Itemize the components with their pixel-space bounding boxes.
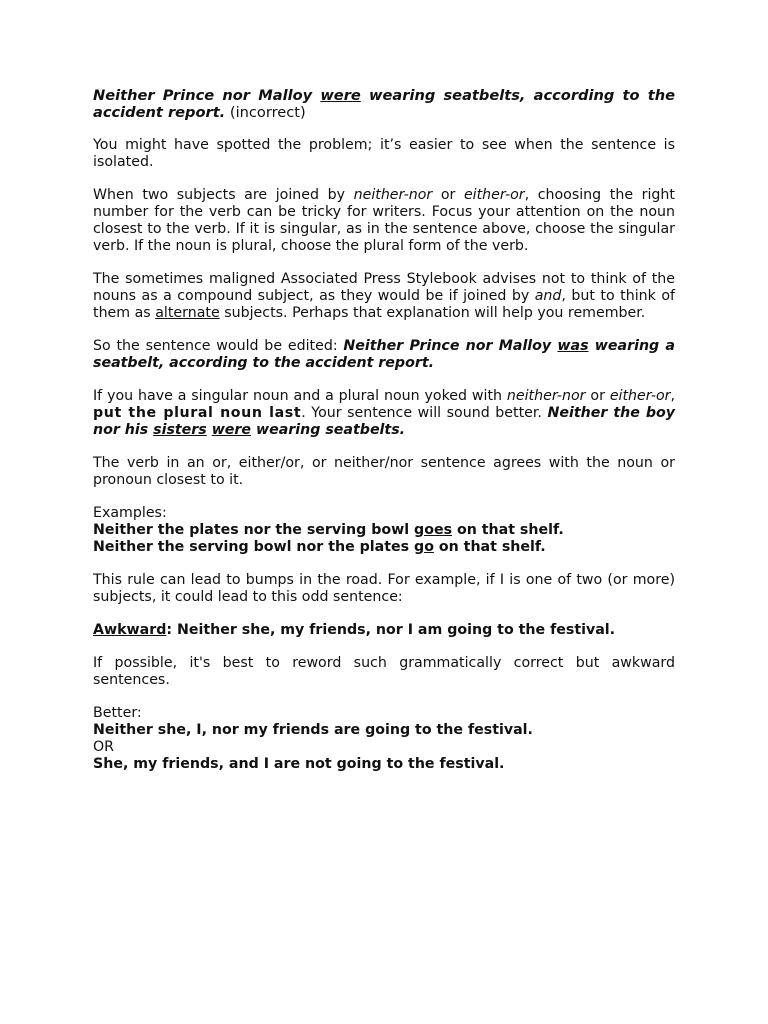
text: , choosing the right number for the verb can be tricky for writers. Focus your attention on the noun closest to the verb. If it is singular, as in the sentence above, choose the singular verb. If the noun is plural, choose the plural form of the verb. <box>93 187 675 254</box>
document-body <box>93 87 675 773</box>
paragraph-incorrect-example <box>93 87 675 121</box>
paragraph-reword: If possible, it's best to reword such grammatically correct but awkward sentences. <box>93 655 675 688</box>
paragraph-two-subjects <box>93 187 675 255</box>
term-neither-nor: neither-nor <box>353 187 433 203</box>
text: If you have a singular noun and a plural noun yoked with <box>93 388 507 404</box>
verb-was: was <box>557 338 589 354</box>
paragraph-bumps: This rule can lead to bumps in the road. For example, if I is one of two (or more) subjects, it could lead to this odd sentence: <box>93 572 675 605</box>
term-neither-nor: neither-nor <box>506 388 586 404</box>
noun-sisters: sisters <box>153 422 207 438</box>
text: Neither the plates nor the serving bowl <box>93 522 415 538</box>
text: , but to think of them as <box>93 288 675 321</box>
text: When two subjects are joined by <box>93 187 354 203</box>
better-sentence-2: She, my friends, and I are not going to the festival. <box>93 756 505 772</box>
rule-plural-last: put the plural noun last <box>93 405 302 421</box>
term-and: and <box>534 288 562 304</box>
example-sentence-start: Neither Prince nor Malloy <box>93 87 321 104</box>
better-label: Better: <box>93 705 142 721</box>
awkward-sentence: : Neither she, my friends, nor I am going to the festival. <box>166 622 616 638</box>
verb-were: were <box>211 422 252 438</box>
text: . Your sentence will sound better. <box>301 405 548 421</box>
text: or <box>432 187 464 203</box>
text: subjects. Perhaps that explanation will help you remember. <box>219 305 646 321</box>
examples-label: Examples: <box>93 505 167 521</box>
verb-goes: goes <box>414 522 453 538</box>
verb-go: go <box>414 539 434 555</box>
edited-sentence-start: Neither Prince nor Malloy <box>343 338 558 354</box>
better-sentence-1: Neither she, I, nor my friends are going to the festival. <box>93 722 533 738</box>
paragraph-plural-last <box>93 388 675 439</box>
incorrect-note: (incorrect) <box>225 104 306 121</box>
text: Neither the serving bowl nor the plates <box>93 539 415 555</box>
text: , <box>670 388 675 404</box>
paragraph-agreement-rule: The verb in an or, either/or, or neither/nor sentence agrees with the noun or pronoun closest to it. <box>93 455 675 488</box>
example-sentence-end: wearing seatbelts, according to the accident report. <box>93 87 675 121</box>
example-line-2 <box>93 539 675 556</box>
awkward-label: Awkward <box>93 622 167 638</box>
term-either-or: either-or <box>463 187 525 203</box>
term-either-or: either-or <box>609 388 671 404</box>
or-label: OR <box>93 739 115 755</box>
boy-sentence-start: Neither the boy nor his <box>93 405 675 438</box>
example-line-1 <box>93 522 675 539</box>
paragraph-edited-sentence <box>93 338 675 372</box>
paragraph-problem: You might have spotted the problem; it’s easier to see when the sentence is isolated. <box>93 137 675 170</box>
text: The sometimes maligned Associated Press Stylebook advises not to think of the nouns as a compound subject, as they would be if joined by <box>93 271 675 304</box>
examples-block <box>93 505 675 556</box>
boy-sentence-end: wearing seatbelts. <box>251 422 406 438</box>
text: So the sentence would be edited: <box>93 338 344 354</box>
text: on that shelf. <box>433 539 546 555</box>
term-alternate: alternate <box>155 305 220 321</box>
verb-were: were <box>320 87 361 104</box>
text: or <box>585 388 610 404</box>
text: on that shelf. <box>452 522 564 538</box>
paragraph-stylebook <box>93 271 675 322</box>
awkward-example <box>93 622 675 639</box>
edited-sentence-end: wearing a seatbelt, according to the accident report. <box>93 338 675 371</box>
better-block <box>93 705 675 773</box>
